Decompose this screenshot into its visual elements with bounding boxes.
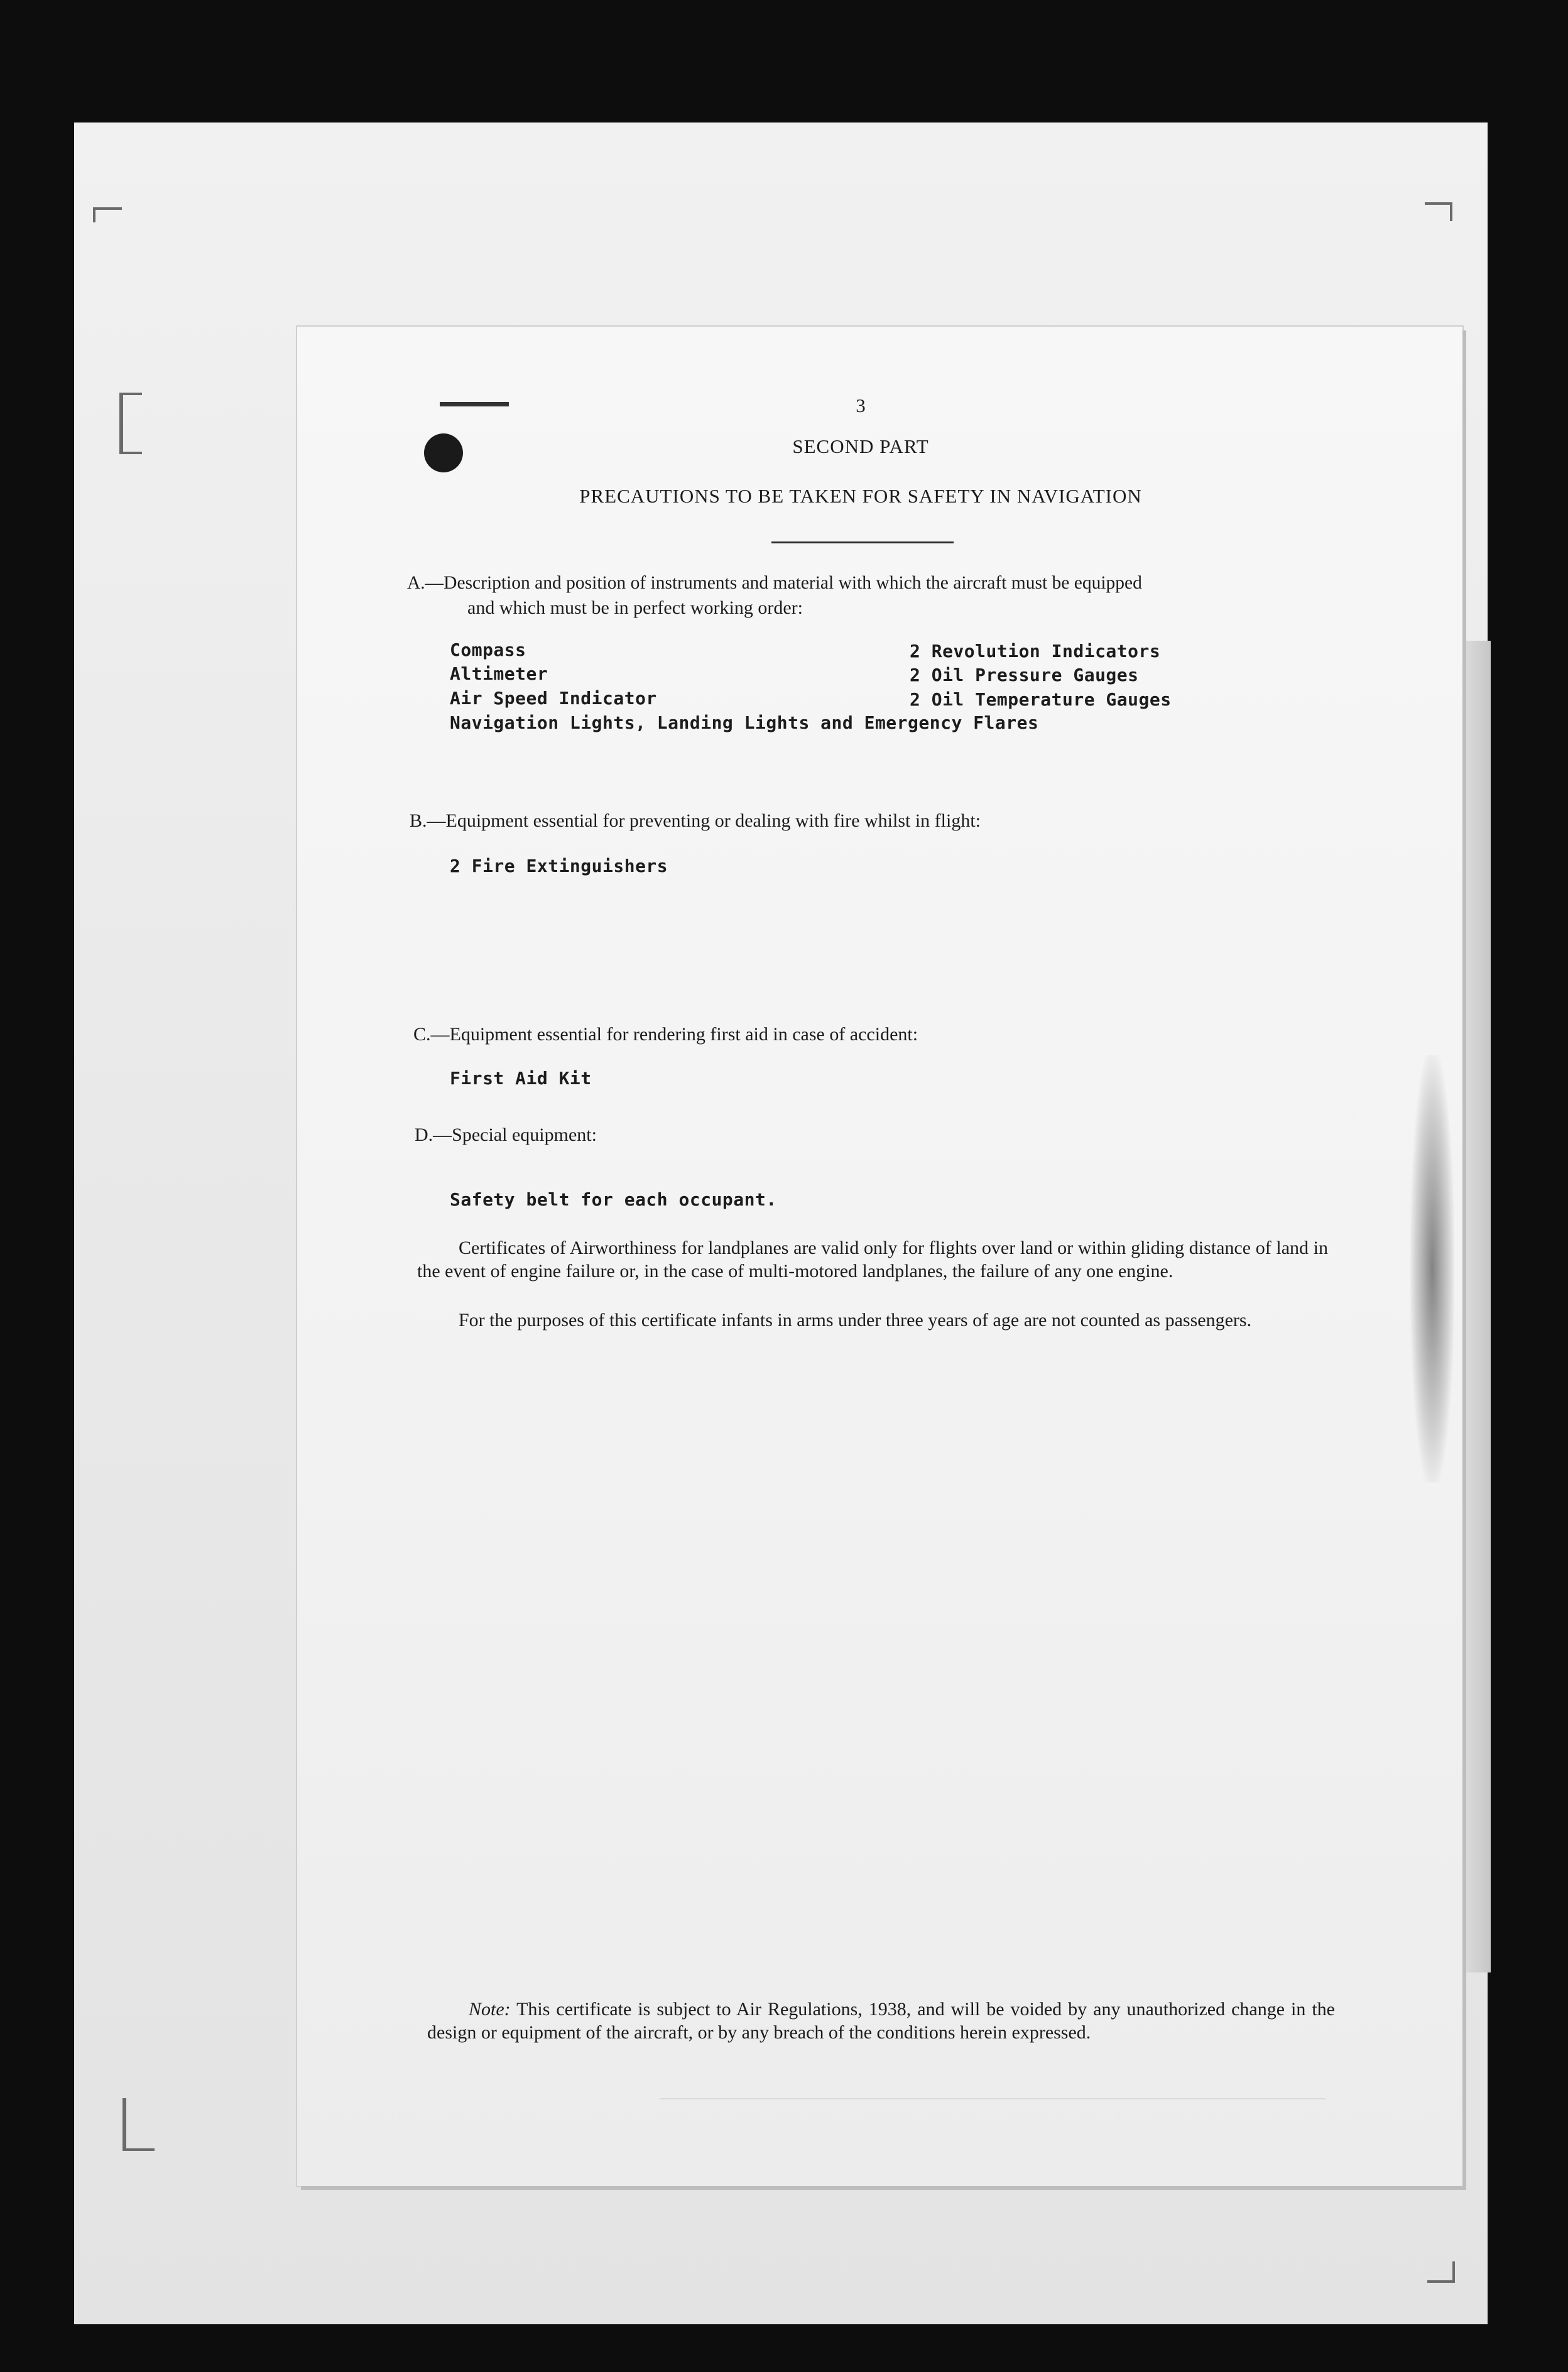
note-text: This certificate is subject to Air Regulations, 1938, and will be voided by any unauthorized change in the design or equipment of the aircraft, or by any breach of the conditions herein expressed. [427, 1999, 1335, 2043]
instrument-item-oil-pressure: 2 Oil Pressure Gauges [910, 665, 1139, 685]
section-c-item: First Aid Kit [450, 1068, 592, 1089]
section-b-item: 2 Fire Extinguishers [450, 856, 668, 876]
section-a-heading-line2: and which must be in perfect working order: [467, 597, 803, 618]
corner-mark-top-left [93, 207, 122, 222]
part-title: SECOND PART [792, 435, 929, 457]
page-number: 3 [856, 394, 866, 416]
margin-stain [1410, 1055, 1454, 1482]
pencil-dash-mark [440, 402, 509, 406]
bleed-through-text [660, 2098, 1326, 2175]
instrument-item-altimeter: Altimeter [450, 663, 548, 684]
instrument-item-oil-temperature: 2 Oil Temperature Gauges [910, 689, 1172, 710]
section-b-heading: B.—Equipment essential for preventing or dealing with fire whilst in flight: [410, 810, 981, 831]
punch-hole [424, 433, 463, 472]
section-d-item: Safety belt for each occupant. [450, 1189, 777, 1210]
note-paragraph [427, 1998, 1335, 2044]
instrument-item-airspeed: Air Speed Indicator [450, 688, 657, 709]
corner-mark-bottom-right [1427, 2261, 1455, 2283]
section-d-heading: D.—Special equipment: [415, 1124, 597, 1145]
section-a-heading-line1: A.—Description and position of instruments and material with which the aircraft must be equipped [407, 573, 1142, 593]
section-title: PRECAUTIONS TO BE TAKEN FOR SAFETY IN NAVIGATION [579, 485, 1142, 507]
infants-paragraph [417, 1308, 1328, 1332]
infants-text: For the purposes of this certificate infants in arms under three years of age are not counted as passengers. [459, 1310, 1252, 1330]
landplanes-text: Certificates of Airworthiness for landplanes are valid only for flights over land or within gliding distance of land in the event of engine failure or, in the case of multi-motored landplanes, the failure of any one engine. [417, 1238, 1328, 1281]
section-c-heading: C.—Equipment essential for rendering first aid in case of accident: [413, 1024, 918, 1045]
instrument-item-lights: Navigation Lights, Landing Lights and Emergency Flares [450, 712, 1039, 733]
title-rule [771, 541, 954, 543]
landplanes-paragraph [417, 1236, 1328, 1283]
note-label: Note: [469, 1999, 511, 2020]
instrument-item-revolution: 2 Revolution Indicators [910, 641, 1161, 661]
corner-mark-top-right [1425, 202, 1452, 221]
instrument-item-compass: Compass [450, 639, 526, 660]
corner-mark-left-upper [119, 393, 142, 454]
corner-mark-left-lower [122, 2098, 155, 2151]
